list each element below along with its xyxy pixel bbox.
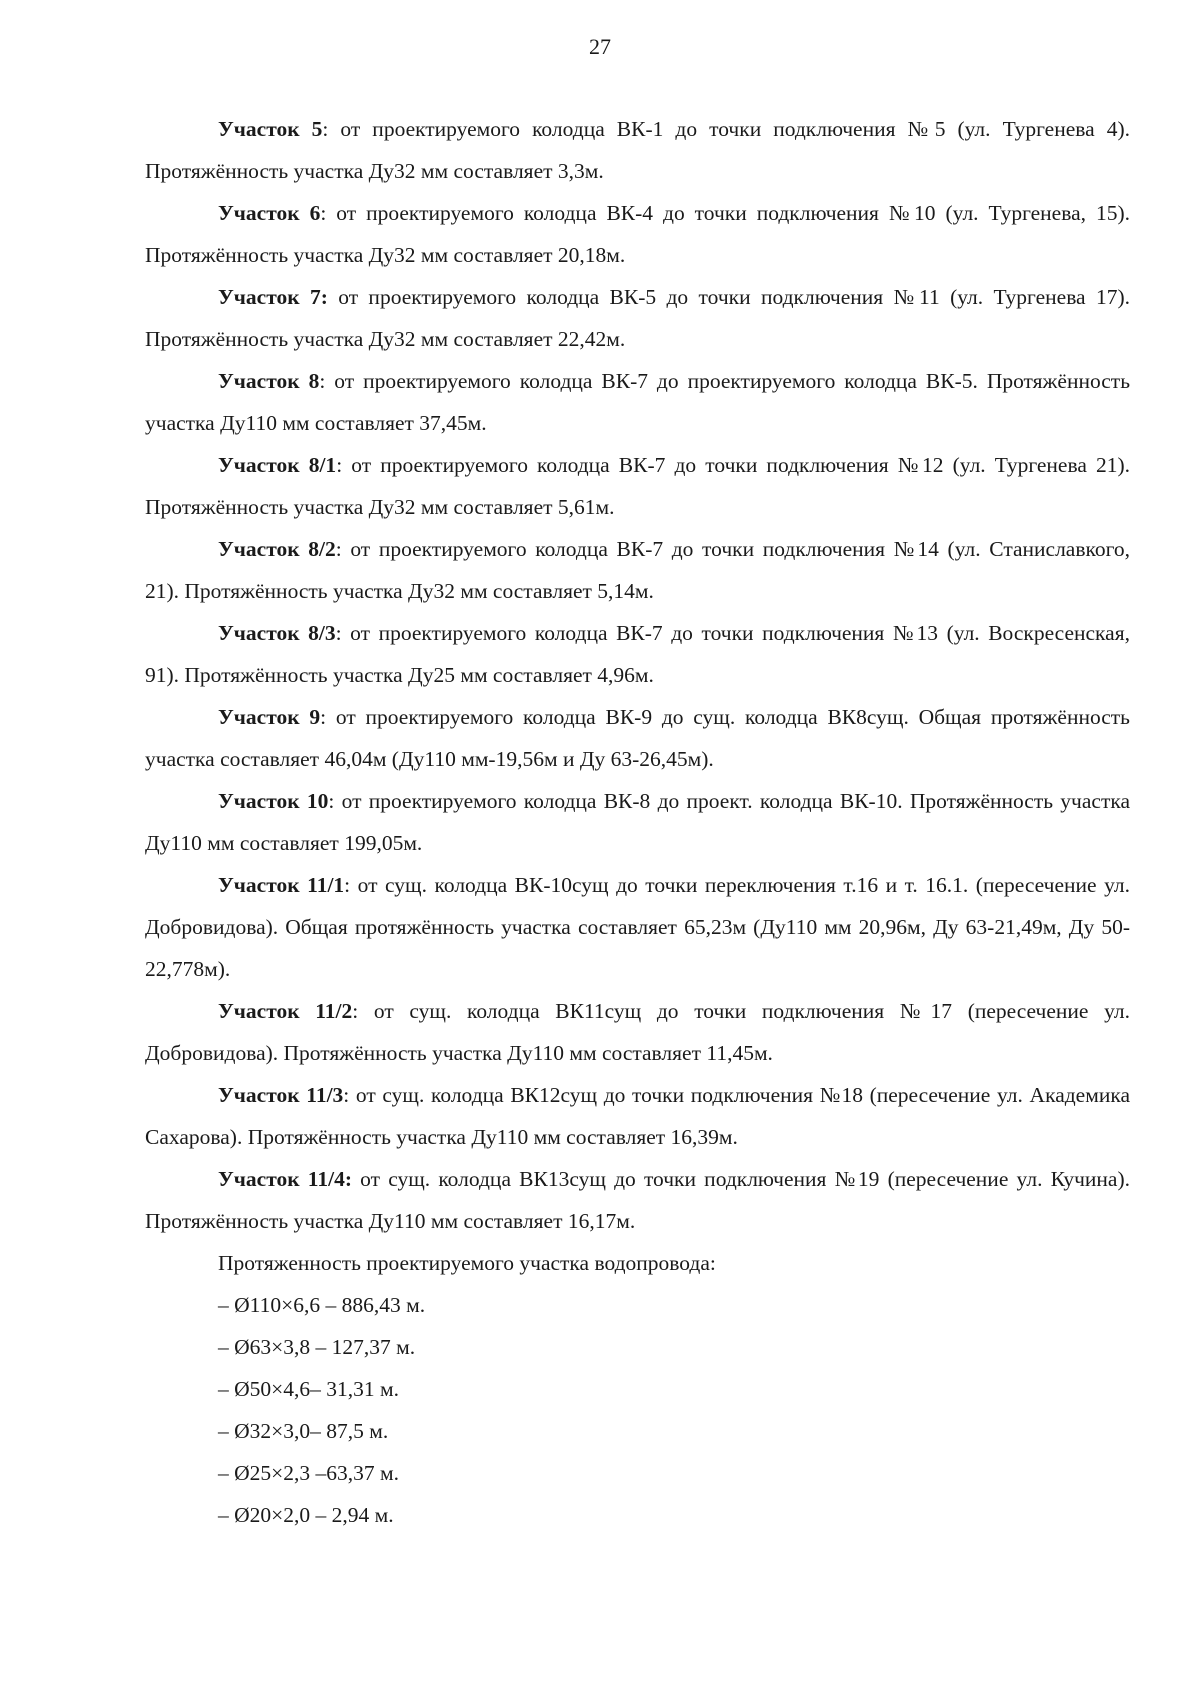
section-label: Участок 8: [218, 369, 320, 393]
section-paragraph: [145, 192, 1130, 276]
section-label: Участок 7:: [218, 285, 328, 309]
section-label: Участок 6: [218, 201, 321, 225]
section-text: : от сущ. колодца ВК-10сущ до точки переключения т.16 и т. 16.1. (пересечение ул. Добровидова). Общая протяжённость участка составляет 65,23м (Ду110 мм 20,96м, Ду 63-21,49м, Ду 50-22,778м).: [145, 873, 1130, 981]
section-text: : от проектируемого колодца ВК-7 до точки подключения №12 (ул. Тургенева 21). Протяжённость участка Ду32 мм составляет 5,61м.: [145, 453, 1130, 519]
section-text: : от сущ. колодца ВК12сущ до точки подключения №18 (пересечение ул. Академика Сахарова). Протяжённость участка Ду110 мм составляет 16,39м.: [145, 1083, 1130, 1149]
dimension-item: – Ø32×3,0– 87,5 м.: [218, 1419, 389, 1443]
section-text: : от сущ. колодца ВК11сущ до точки подключения №17 (пересечение ул. Добровидова). Протяжённость участка Ду110 мм составляет 11,45м.: [145, 999, 1130, 1065]
section-text: : от проектируемого колодца ВК-7 до точки подключения №14 (ул. Станиславкого, 21). Протяжённость участка Ду32 мм составляет 5,14м.: [145, 537, 1131, 603]
section-text: : от проектируемого колодца ВК-9 до сущ. колодца ВК8сущ. Общая протяжённость участка составляет 46,04м (Ду110 мм-19,56м и Ду 63-26,45м).: [145, 705, 1130, 771]
section-text: : от проектируемого колодца ВК-1 до точки подключения №5 (ул. Тургенева 4). Протяжённость участка Ду32 мм составляет 3,3м.: [145, 117, 1130, 183]
section-text: от проектируемого колодца ВК-5 до точки подключения №11 (ул. Тургенева 17). Протяжённость участка Ду32 мм составляет 22,42м.: [145, 285, 1130, 351]
section-label: Участок 10: [218, 789, 329, 813]
section-label: Участок 9: [218, 705, 321, 729]
dimension-list: [145, 1284, 1130, 1536]
dimension-item: – Ø25×2,3 –63,37 м.: [218, 1461, 400, 1485]
section-text: : от проектируемого колодца ВК-7 до проектируемого колодца ВК-5. Протяжённость участка Ду110 мм составляет 37,45м.: [145, 369, 1130, 435]
section-label: Участок 5: [218, 117, 323, 141]
section-paragraph: [145, 696, 1130, 780]
section-paragraph: [145, 276, 1130, 360]
section-text: : от проектируемого колодца ВК-7 до точки подключения №13 (ул. Воскресенская, 91). Протяжённость участка Ду25 мм составляет 4,96м.: [145, 621, 1130, 687]
section-text: : от проектируемого колодца ВК-4 до точки подключения №10 (ул. Тургенева, 15). Протяжённость участка Ду32 мм составляет 20,18м.: [145, 201, 1130, 267]
section-paragraph: [145, 1074, 1130, 1158]
document-body: [145, 108, 1130, 1536]
section-label: Участок 11/2: [218, 999, 353, 1023]
dimension-item: – Ø63×3,8 – 127,37 м.: [218, 1335, 416, 1359]
section-label: Участок 8/1: [218, 453, 337, 477]
section-label: Участок 11/4:: [218, 1167, 352, 1191]
section-paragraph: [145, 360, 1130, 444]
section-text: от сущ. колодца ВК13сущ до точки подключения №19 (пересечение ул. Кучина). Протяжённость участка Ду110 мм составляет 16,17м.: [145, 1167, 1130, 1233]
section-paragraph: [145, 780, 1130, 864]
section-paragraph: [145, 108, 1130, 192]
page-number: 27: [589, 34, 611, 59]
section-label: Участок 8/2: [218, 537, 336, 561]
section-paragraph: [145, 444, 1130, 528]
section-paragraph: [145, 990, 1130, 1074]
section-paragraph: [145, 612, 1130, 696]
section-label: Участок 11/1: [218, 873, 345, 897]
section-paragraph: [145, 864, 1130, 990]
section-paragraph: [145, 528, 1130, 612]
section-label: Участок 8/3: [218, 621, 336, 645]
section-text: : от проектируемого колодца ВК-8 до проект. колодца ВК-10. Протяжённость участка Ду110 мм составляет 199,05м.: [145, 789, 1130, 855]
summary-title: Протяженность проектируемого участка водопровода:: [218, 1251, 716, 1275]
dimension-item: – Ø50×4,6– 31,31 м.: [218, 1377, 400, 1401]
dimension-item: – Ø110×6,6 – 886,43 м.: [218, 1293, 426, 1317]
section-label: Участок 11/3: [218, 1083, 344, 1107]
dimension-item: – Ø20×2,0 – 2,94 м.: [218, 1503, 394, 1527]
section-paragraph: [145, 1158, 1130, 1242]
